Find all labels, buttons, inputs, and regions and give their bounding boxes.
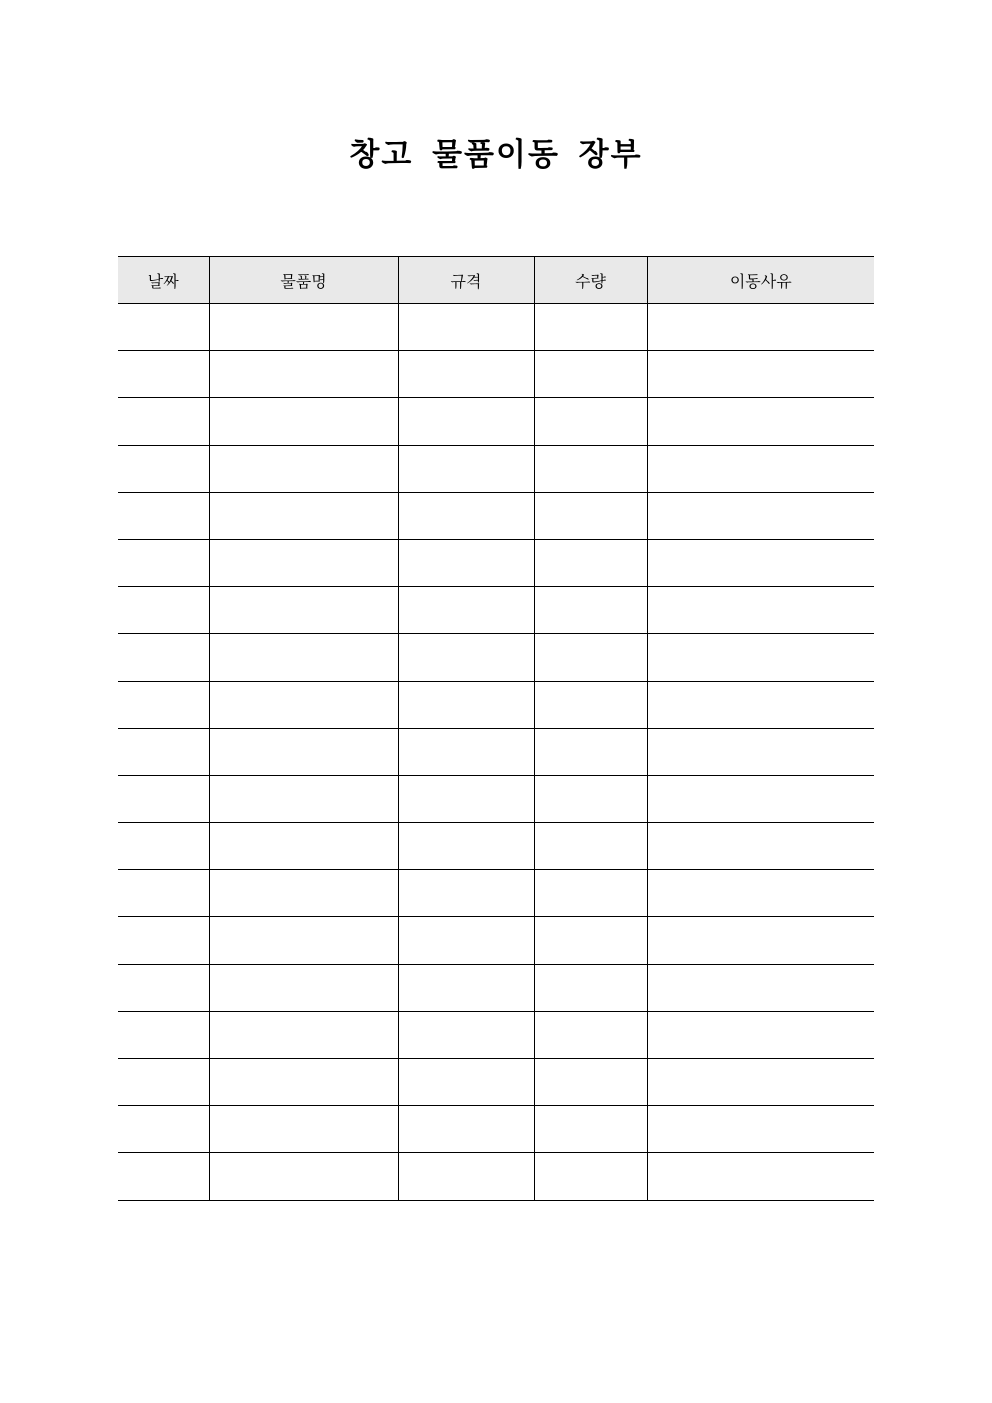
cell-date[interactable] bbox=[118, 1106, 209, 1153]
cell-item-name[interactable] bbox=[209, 870, 398, 917]
cell-item-name[interactable] bbox=[209, 681, 398, 728]
cell-date[interactable] bbox=[118, 351, 209, 398]
cell-quantity[interactable] bbox=[534, 1106, 647, 1153]
cell-date[interactable] bbox=[118, 445, 209, 492]
table-row bbox=[118, 917, 874, 964]
header-date: 날짜 bbox=[118, 257, 209, 304]
cell-spec[interactable] bbox=[398, 1153, 534, 1200]
cell-spec[interactable] bbox=[398, 964, 534, 1011]
ledger-body bbox=[118, 304, 874, 1201]
cell-quantity[interactable] bbox=[534, 539, 647, 586]
header-spec: 규격 bbox=[398, 257, 534, 304]
cell-item-name[interactable] bbox=[209, 775, 398, 822]
cell-quantity[interactable] bbox=[534, 870, 647, 917]
cell-move-reason[interactable] bbox=[647, 728, 874, 775]
cell-quantity[interactable] bbox=[534, 1153, 647, 1200]
cell-item-name[interactable] bbox=[209, 539, 398, 586]
cell-item-name[interactable] bbox=[209, 351, 398, 398]
cell-spec[interactable] bbox=[398, 1059, 534, 1106]
table-row bbox=[118, 870, 874, 917]
cell-date[interactable] bbox=[118, 634, 209, 681]
table-row bbox=[118, 445, 874, 492]
header-row bbox=[118, 257, 874, 304]
cell-move-reason[interactable] bbox=[647, 398, 874, 445]
cell-spec[interactable] bbox=[398, 539, 534, 586]
ledger-table bbox=[118, 256, 874, 1201]
cell-move-reason[interactable] bbox=[647, 917, 874, 964]
cell-item-name[interactable] bbox=[209, 398, 398, 445]
cell-date[interactable] bbox=[118, 539, 209, 586]
table-row bbox=[118, 351, 874, 398]
cell-move-reason[interactable] bbox=[647, 539, 874, 586]
cell-item-name[interactable] bbox=[209, 1059, 398, 1106]
cell-move-reason[interactable] bbox=[647, 492, 874, 539]
cell-item-name[interactable] bbox=[209, 1153, 398, 1200]
cell-quantity[interactable] bbox=[534, 445, 647, 492]
cell-spec[interactable] bbox=[398, 728, 534, 775]
cell-quantity[interactable] bbox=[534, 917, 647, 964]
cell-move-reason[interactable] bbox=[647, 634, 874, 681]
header-move-reason: 이동사유 bbox=[647, 257, 874, 304]
table-row bbox=[118, 681, 874, 728]
cell-move-reason[interactable] bbox=[647, 870, 874, 917]
table-row bbox=[118, 304, 874, 351]
cell-move-reason[interactable] bbox=[647, 304, 874, 351]
cell-spec[interactable] bbox=[398, 1106, 534, 1153]
cell-quantity[interactable] bbox=[534, 492, 647, 539]
cell-quantity[interactable] bbox=[534, 775, 647, 822]
cell-date[interactable] bbox=[118, 681, 209, 728]
table-row bbox=[118, 775, 874, 822]
cell-date[interactable] bbox=[118, 870, 209, 917]
cell-quantity[interactable] bbox=[534, 351, 647, 398]
cell-date[interactable] bbox=[118, 1011, 209, 1058]
cell-date[interactable] bbox=[118, 823, 209, 870]
cell-item-name[interactable] bbox=[209, 634, 398, 681]
header-quantity: 수량 bbox=[534, 257, 647, 304]
cell-item-name[interactable] bbox=[209, 445, 398, 492]
cell-item-name[interactable] bbox=[209, 917, 398, 964]
table-row bbox=[118, 1059, 874, 1106]
cell-date[interactable] bbox=[118, 1153, 209, 1200]
cell-date[interactable] bbox=[118, 964, 209, 1011]
cell-spec[interactable] bbox=[398, 681, 534, 728]
cell-date[interactable] bbox=[118, 304, 209, 351]
cell-move-reason[interactable] bbox=[647, 445, 874, 492]
table-row bbox=[118, 587, 874, 634]
cell-move-reason[interactable] bbox=[647, 775, 874, 822]
cell-date[interactable] bbox=[118, 587, 209, 634]
cell-quantity[interactable] bbox=[534, 964, 647, 1011]
cell-item-name[interactable] bbox=[209, 823, 398, 870]
cell-quantity[interactable] bbox=[534, 587, 647, 634]
cell-quantity[interactable] bbox=[534, 728, 647, 775]
table-row bbox=[118, 1153, 874, 1200]
table-row bbox=[118, 728, 874, 775]
cell-move-reason[interactable] bbox=[647, 351, 874, 398]
cell-item-name[interactable] bbox=[209, 587, 398, 634]
cell-spec[interactable] bbox=[398, 492, 534, 539]
header-item-name: 물품명 bbox=[209, 257, 398, 304]
table-row bbox=[118, 964, 874, 1011]
table-row bbox=[118, 492, 874, 539]
cell-date[interactable] bbox=[118, 917, 209, 964]
cell-quantity[interactable] bbox=[534, 1059, 647, 1106]
cell-date[interactable] bbox=[118, 492, 209, 539]
table-row bbox=[118, 398, 874, 445]
table-row bbox=[118, 539, 874, 586]
cell-item-name[interactable] bbox=[209, 964, 398, 1011]
table-row bbox=[118, 1106, 874, 1153]
cell-date[interactable] bbox=[118, 1059, 209, 1106]
cell-spec[interactable] bbox=[398, 870, 534, 917]
table-row bbox=[118, 823, 874, 870]
cell-quantity[interactable] bbox=[534, 823, 647, 870]
cell-quantity[interactable] bbox=[534, 634, 647, 681]
cell-move-reason[interactable] bbox=[647, 823, 874, 870]
cell-item-name[interactable] bbox=[209, 1011, 398, 1058]
cell-move-reason[interactable] bbox=[647, 1011, 874, 1058]
cell-item-name[interactable] bbox=[209, 1106, 398, 1153]
cell-quantity[interactable] bbox=[534, 304, 647, 351]
cell-date[interactable] bbox=[118, 728, 209, 775]
cell-spec[interactable] bbox=[398, 445, 534, 492]
cell-spec[interactable] bbox=[398, 1011, 534, 1058]
table-row bbox=[118, 634, 874, 681]
cell-move-reason[interactable] bbox=[647, 1106, 874, 1153]
cell-move-reason[interactable] bbox=[647, 1153, 874, 1200]
cell-spec[interactable] bbox=[398, 587, 534, 634]
cell-item-name[interactable] bbox=[209, 728, 398, 775]
cell-spec[interactable] bbox=[398, 304, 534, 351]
cell-spec[interactable] bbox=[398, 917, 534, 964]
document-title: 창고 물품이동 장부 bbox=[349, 137, 643, 173]
cell-spec[interactable] bbox=[398, 823, 534, 870]
cell-item-name[interactable] bbox=[209, 304, 398, 351]
cell-spec[interactable] bbox=[398, 351, 534, 398]
cell-item-name[interactable] bbox=[209, 492, 398, 539]
cell-move-reason[interactable] bbox=[647, 681, 874, 728]
cell-date[interactable] bbox=[118, 775, 209, 822]
cell-move-reason[interactable] bbox=[647, 587, 874, 634]
cell-move-reason[interactable] bbox=[647, 1059, 874, 1106]
cell-quantity[interactable] bbox=[534, 1011, 647, 1058]
cell-spec[interactable] bbox=[398, 398, 534, 445]
cell-quantity[interactable] bbox=[534, 398, 647, 445]
cell-spec[interactable] bbox=[398, 634, 534, 681]
cell-spec[interactable] bbox=[398, 775, 534, 822]
cell-date[interactable] bbox=[118, 398, 209, 445]
table-row bbox=[118, 1011, 874, 1058]
cell-move-reason[interactable] bbox=[647, 964, 874, 1011]
cell-quantity[interactable] bbox=[534, 681, 647, 728]
